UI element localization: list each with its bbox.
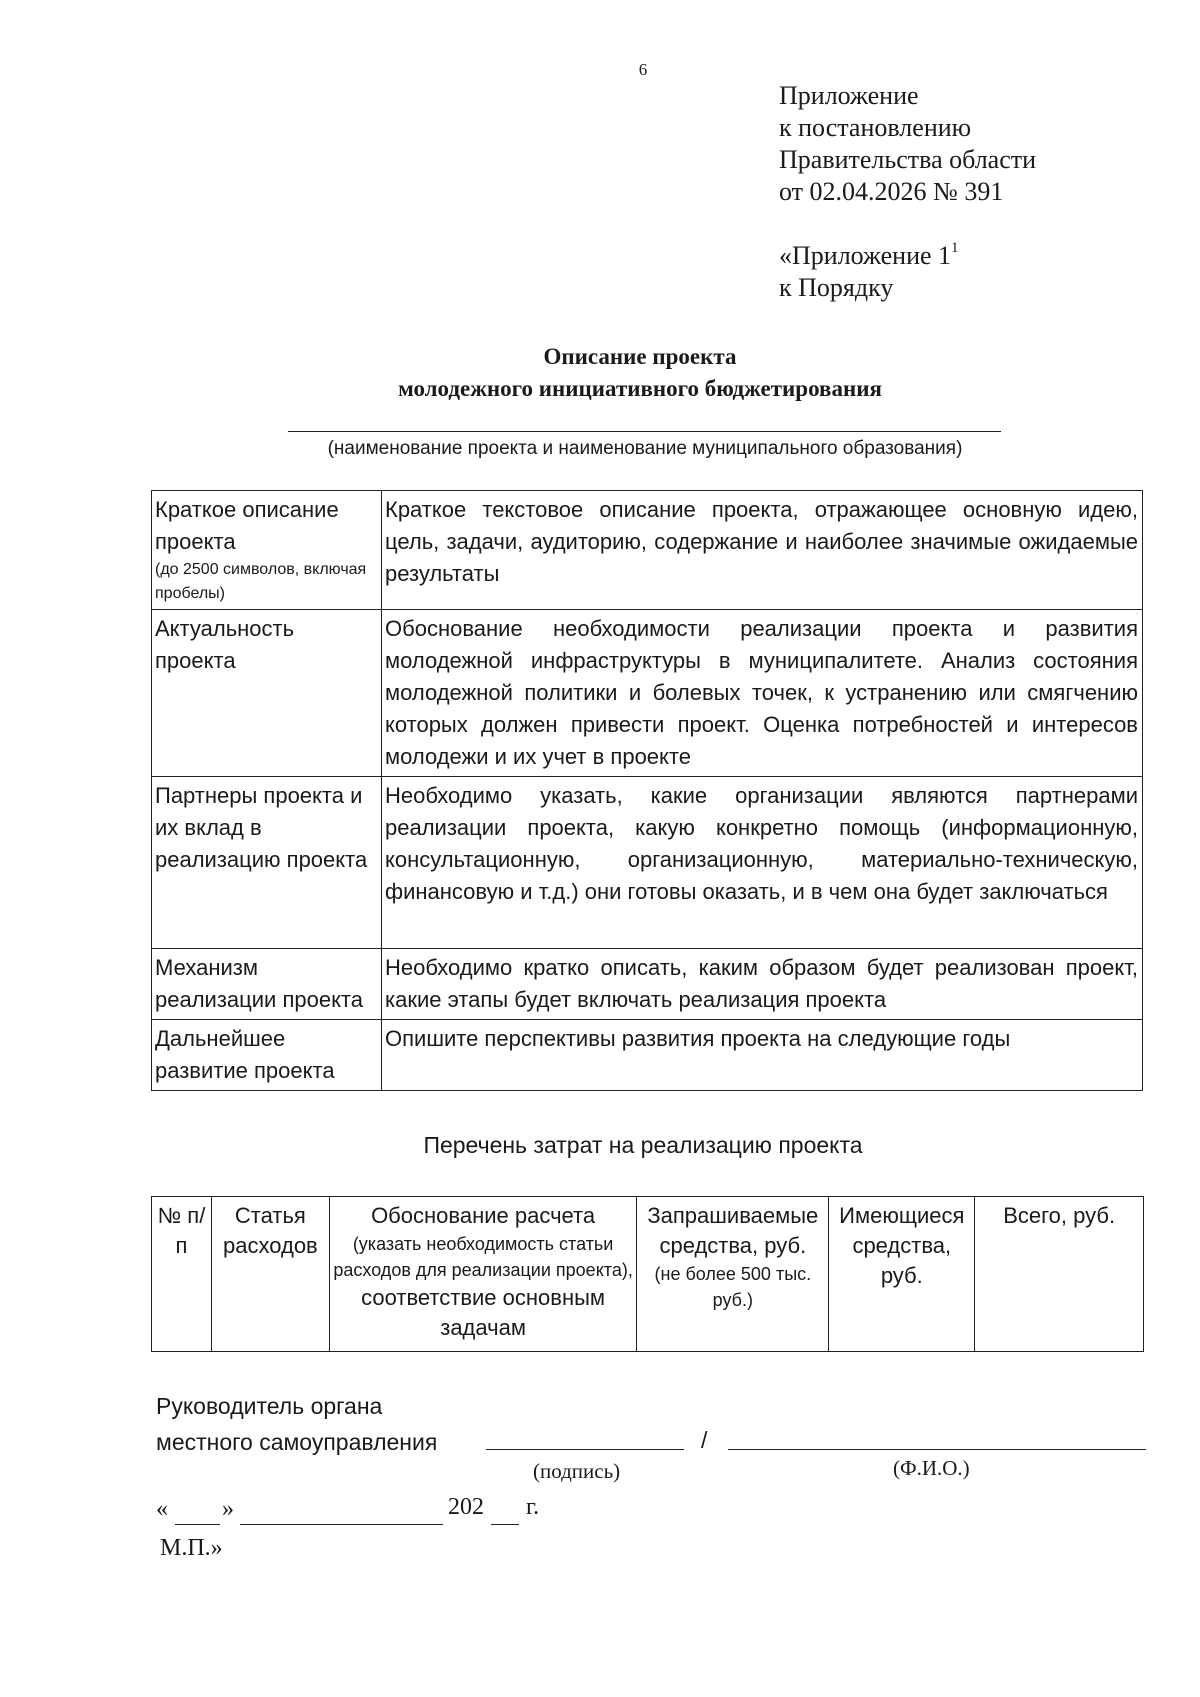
description-row-text: Обоснование необходимости реализации проекта и развития молодежной инфраструктуры в муниципалитете. Анализ состояния молодежной политики и болевых точек, к устранению или смягчению которых должен привести проект. Оценка потребностей и интересов молодежи и их учет в проекте [382,610,1143,777]
date-year: 202 [448,1494,484,1520]
description-row-label [152,610,382,777]
fio-underline [728,1449,1146,1450]
project-description-table [151,490,1143,1091]
costs-header-main: Обоснование расчета [371,1203,596,1228]
fio-caption: (Ф.И.О.) [893,1456,970,1480]
costs-header-cell [637,1197,829,1352]
description-row [152,949,1143,1020]
description-row-text: Краткое текстовое описание проекта, отражающее основную идею, цель, задачи, аудиторию, содержание и наиболее значимые ожидаемые результаты [382,491,1143,610]
costs-table [151,1196,1144,1352]
costs-header-cell [211,1197,329,1352]
date-close-quote: » [222,1496,234,1522]
row-label-text: Партнеры проекта и их вклад в реализацию проекта [155,783,368,872]
signature-slash: / [701,1427,708,1453]
costs-header-main: № п/п [157,1203,206,1258]
costs-header-main: Всего, руб. [1003,1203,1116,1228]
signature-block [156,1388,437,1460]
costs-header-main: Имеющиеся средства, руб. [839,1203,965,1288]
appendix-header [779,80,1036,208]
description-row-label [152,949,382,1020]
costs-header-cell [829,1197,975,1352]
appendix-inner-line-1: «Приложение $1^1$ [779,240,959,270]
title-line-1: Описание проекта [543,344,737,369]
description-row-text: Опишите перспективы развития проекта на следующие годы [382,1020,1143,1091]
row-label-text: Краткое описание проекта [155,497,339,554]
description-row [152,491,1143,610]
costs-header-cell [152,1197,212,1352]
appendix-line-1: Приложение [779,81,919,110]
row-label-text: Актуальность проекта [155,616,295,673]
appendix-inner-header [779,240,959,304]
title-line-2: молодежного инициативного бюджетирования [398,376,882,401]
signature-underline [486,1449,684,1450]
row-label-note: (до 2500 символов, включая пробелы) [155,561,367,602]
date-year-suffix: г. [526,1494,540,1520]
appendix-line-2: к постановлению [779,113,972,142]
appendix-inner-line-2: к Порядку [779,273,894,302]
description-row [152,610,1143,777]
date-year-line [491,1524,519,1525]
date-month-line [240,1524,443,1525]
signature-line-1: Руководитель органа [156,1393,383,1419]
costs-title: Перечень затрат на реализацию проекта [423,1132,863,1158]
project-name-line [288,431,1001,432]
appendix-line-4: от 02.04.2026 № 391 [779,177,1004,206]
description-row-text: Необходимо указать, какие организации являются партнерами реализации проекта, какую конкретно помощь (информационную, консультационную, организационную, материально-техническую, финансовую и т.д.) они готовы оказать, и в чем она будет заключаться [382,777,1143,949]
appendix-superscript: 1 [951,240,959,256]
stamp-place: М.П.» [160,1535,223,1561]
signature-line-2: местного самоуправления [156,1429,438,1455]
description-row [152,1020,1143,1091]
costs-header-main: Статья расходов [223,1203,318,1258]
description-row-text: Необходимо кратко описать, каким образом будет реализован проект, какие этапы будет включать реализация проекта [382,949,1143,1020]
costs-header-note: (указать необходимость статьи расходов для реализации проекта), [333,1234,633,1280]
date-open-quote: « [156,1496,168,1522]
description-row [152,777,1143,949]
date-day-line [175,1524,220,1525]
costs-header-cell [329,1197,637,1352]
costs-header-main: Запрашиваемые средства, руб. [647,1203,819,1258]
row-label-text: Дальнейшее развитие проекта [155,1026,335,1083]
costs-header-tail: соответствие основным задачам [361,1285,606,1340]
signature-caption: (подпись) [533,1459,621,1483]
description-row-label [152,491,382,610]
costs-header-row [152,1197,1144,1352]
costs-header-note: (не более 500 тыс. руб.) [654,1264,812,1310]
page-number: 6 [638,60,648,79]
costs-header-cell [975,1197,1144,1352]
description-row-label [152,777,382,949]
project-name-caption: (наименование проекта и наименование муниципального образования) [327,438,963,459]
row-label-text: Механизм реализации проекта [155,955,364,1012]
document-title [300,341,980,405]
description-row-label [152,1020,382,1091]
appendix-line-3: Правительства области [779,145,1037,174]
